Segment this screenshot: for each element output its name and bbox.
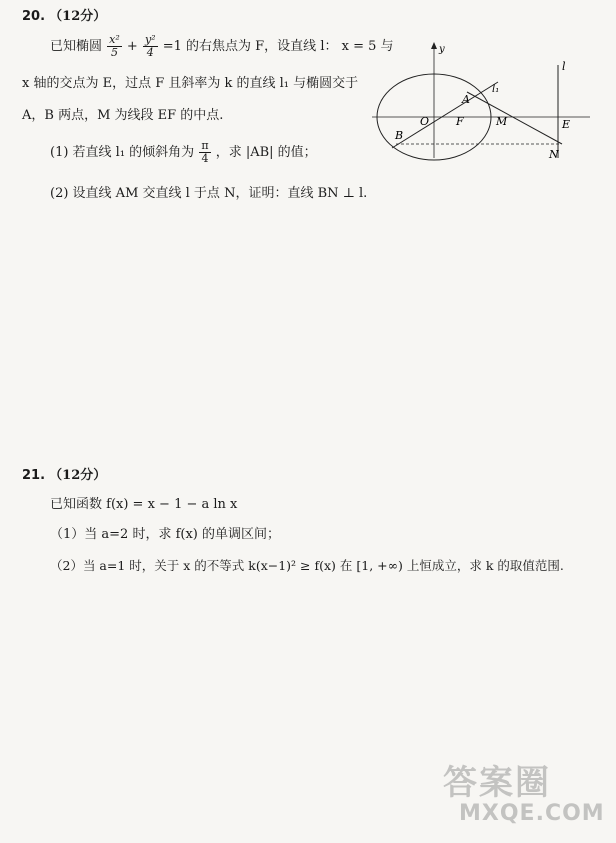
label-e: E xyxy=(562,118,571,131)
label-m: M xyxy=(496,115,508,128)
q20-points: （12分） xyxy=(49,9,107,24)
q20-part1-frac-den: 4 xyxy=(201,152,209,165)
q20-part1-frac xyxy=(199,140,210,165)
q20-frac-x-den: 5 xyxy=(110,46,118,59)
q20-frac-x xyxy=(107,34,122,59)
q20-part1-a: (1) 若直线 l₁ 的倾斜角为 xyxy=(50,145,195,160)
q20-stem-line1 xyxy=(50,34,394,60)
q20-plus: + xyxy=(126,39,138,54)
label-f: F xyxy=(456,115,464,128)
label-l: l xyxy=(562,60,566,73)
y-axis-arrow xyxy=(431,42,437,49)
q20-frac-x-num: x² xyxy=(109,33,120,46)
q21-number: 21. xyxy=(22,468,46,483)
q20-stem-line2: x 轴的交点为 E，过点 F 且斜率为 k 的直线 l₁ 与椭圆交于 xyxy=(22,76,359,91)
q20-part1 xyxy=(50,140,317,166)
label-y: y xyxy=(439,44,445,55)
watermark-text-cn: 答案圈 xyxy=(443,763,551,803)
q21-points: （12分） xyxy=(49,468,107,483)
q20-header xyxy=(22,9,106,25)
q20-stem-b: =1 的右焦点为 F，设直线 l： x = 5 与 xyxy=(162,39,394,54)
watermark-text-url: MXQE.COM xyxy=(459,801,605,826)
q20-part1-b: ，求 |AB| 的值； xyxy=(215,145,317,160)
q20-part1-frac-num: π xyxy=(201,139,209,152)
line-am xyxy=(467,92,562,144)
q21-header xyxy=(22,468,106,484)
q20-stem-a: 已知椭圆 xyxy=(50,39,103,54)
ellipse-figure xyxy=(372,40,592,165)
q20-frac-y xyxy=(143,34,158,59)
q20-frac-y-den: 4 xyxy=(146,46,154,59)
q21-stem: 已知函数 f(x) = x − 1 − a ln x xyxy=(50,497,238,512)
q21-part2: （2）当 a=1 时，关于 x 的不等式 k(x−1)² ≥ f(x) 在 [1, +∞) 上恒成立，求 k 的取值范围. xyxy=(50,558,564,573)
label-l1: l₁ xyxy=(492,84,500,95)
q20-frac-y-num: y² xyxy=(144,33,156,46)
q21-part1: （1）当 a=2 时，求 f(x) 的单调区间； xyxy=(50,527,281,542)
label-a: A xyxy=(462,93,470,106)
label-n: N xyxy=(549,148,559,161)
watermark-logo xyxy=(433,755,608,835)
line-l1 xyxy=(392,82,498,148)
q20-stem-line3: A，B 两点，M 为线段 EF 的中点. xyxy=(22,108,224,123)
label-o: O xyxy=(420,115,430,128)
q20-part2: (2) 设直线 AM 交直线 l 于点 N，证明：直线 BN ⊥ l. xyxy=(50,186,368,201)
q20-number: 20. xyxy=(22,9,46,24)
label-b: B xyxy=(395,129,404,142)
